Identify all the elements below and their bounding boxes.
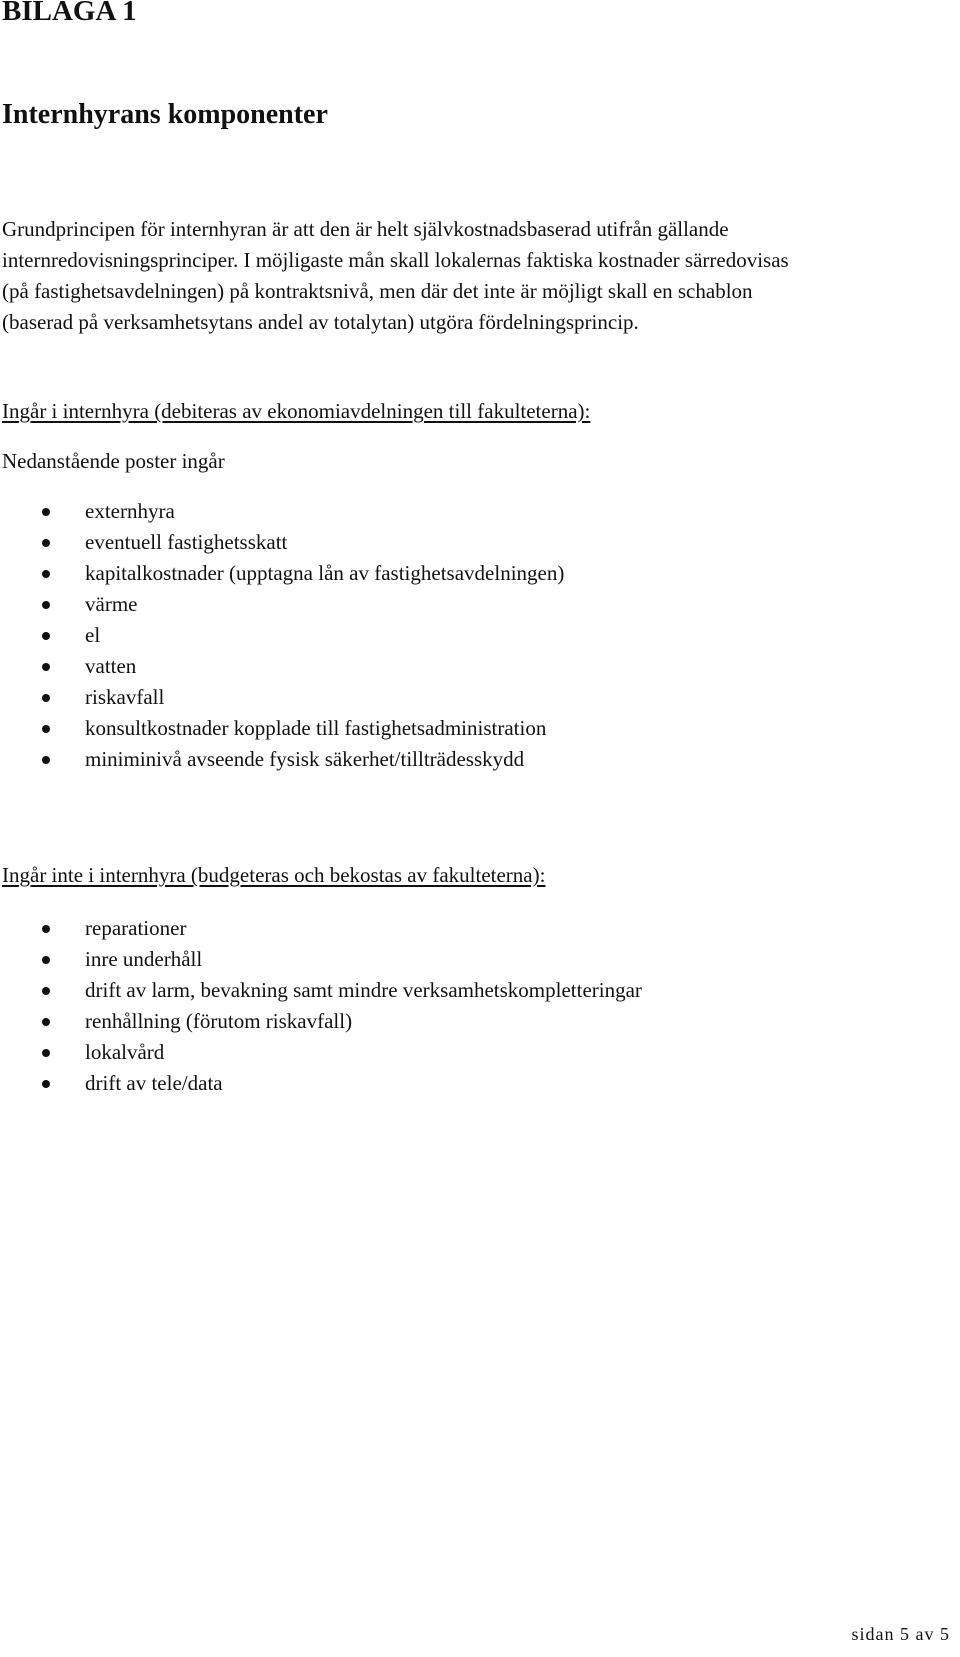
- intro-paragraph: [2, 214, 947, 338]
- bullet-icon: [42, 756, 50, 764]
- bullet-icon: [42, 539, 50, 547]
- bullet-icon: [42, 987, 50, 995]
- bullet-icon: [42, 663, 50, 671]
- list-item: drift av tele/data: [0, 1068, 642, 1099]
- intro-line: Grundprincipen för internhyran är att den är helt självkostnadsbaserad utifrån gällande: [2, 217, 729, 241]
- included-heading: Ingår i internhyra (debiteras av ekonomiavdelningen till fakulteterna):: [2, 399, 591, 423]
- section-title: Internhyrans komponenter: [2, 99, 328, 130]
- bullet-icon: [42, 725, 50, 733]
- list-item: miniminivå avseende fysisk säkerhet/tillträdesskydd: [0, 744, 564, 775]
- list-item: drift av larm, bevakning samt mindre verksamhetskompletteringar: [0, 975, 642, 1006]
- bullet-icon: [42, 1018, 50, 1026]
- bullet-icon: [42, 1080, 50, 1088]
- included-list: [0, 496, 564, 775]
- bullet-icon: [42, 925, 50, 933]
- list-item: renhållning (förutom riskavfall): [0, 1006, 642, 1037]
- intro-line: (baserad på verksamhetsytans andel av totalytan) utgöra fördelningsprincip.: [2, 310, 639, 334]
- list-item: kapitalkostnader (upptagna lån av fastighetsavdelningen): [0, 558, 564, 589]
- bullet-icon: [42, 632, 50, 640]
- list-item: externhyra: [0, 496, 564, 527]
- list-item: eventuell fastighetsskatt: [0, 527, 564, 558]
- bullet-icon: [42, 601, 50, 609]
- bullet-icon: [42, 694, 50, 702]
- bullet-icon: [42, 956, 50, 964]
- intro-line: internredovisningsprinciper. I möjligaste mån skall lokalernas faktiska kostnader särredovisas: [2, 248, 789, 272]
- list-item: lokalvård: [0, 1037, 642, 1068]
- list-item: reparationer: [0, 913, 642, 944]
- list-item: inre underhåll: [0, 944, 642, 975]
- list-item: riskavfall: [0, 682, 564, 713]
- list-item: vatten: [0, 651, 564, 682]
- list-item: el: [0, 620, 564, 651]
- bullet-icon: [42, 570, 50, 578]
- excluded-list: [0, 913, 642, 1099]
- list-item: värme: [0, 589, 564, 620]
- included-subheading: Nedanstående poster ingår: [2, 449, 225, 473]
- intro-line: (på fastighetsavdelningen) på kontraktsnivå, men där det inte är möjligt skall en schablon: [2, 279, 753, 303]
- excluded-heading: Ingår inte i internhyra (budgeteras och bekostas av fakulteterna):: [2, 863, 546, 887]
- bullet-icon: [42, 508, 50, 516]
- list-item: konsultkostnader kopplade till fastighetsadministration: [0, 713, 564, 744]
- appendix-title: BILAGA 1: [2, 0, 137, 27]
- page-number: sidan 5 av 5: [851, 1624, 950, 1644]
- bullet-icon: [42, 1049, 50, 1057]
